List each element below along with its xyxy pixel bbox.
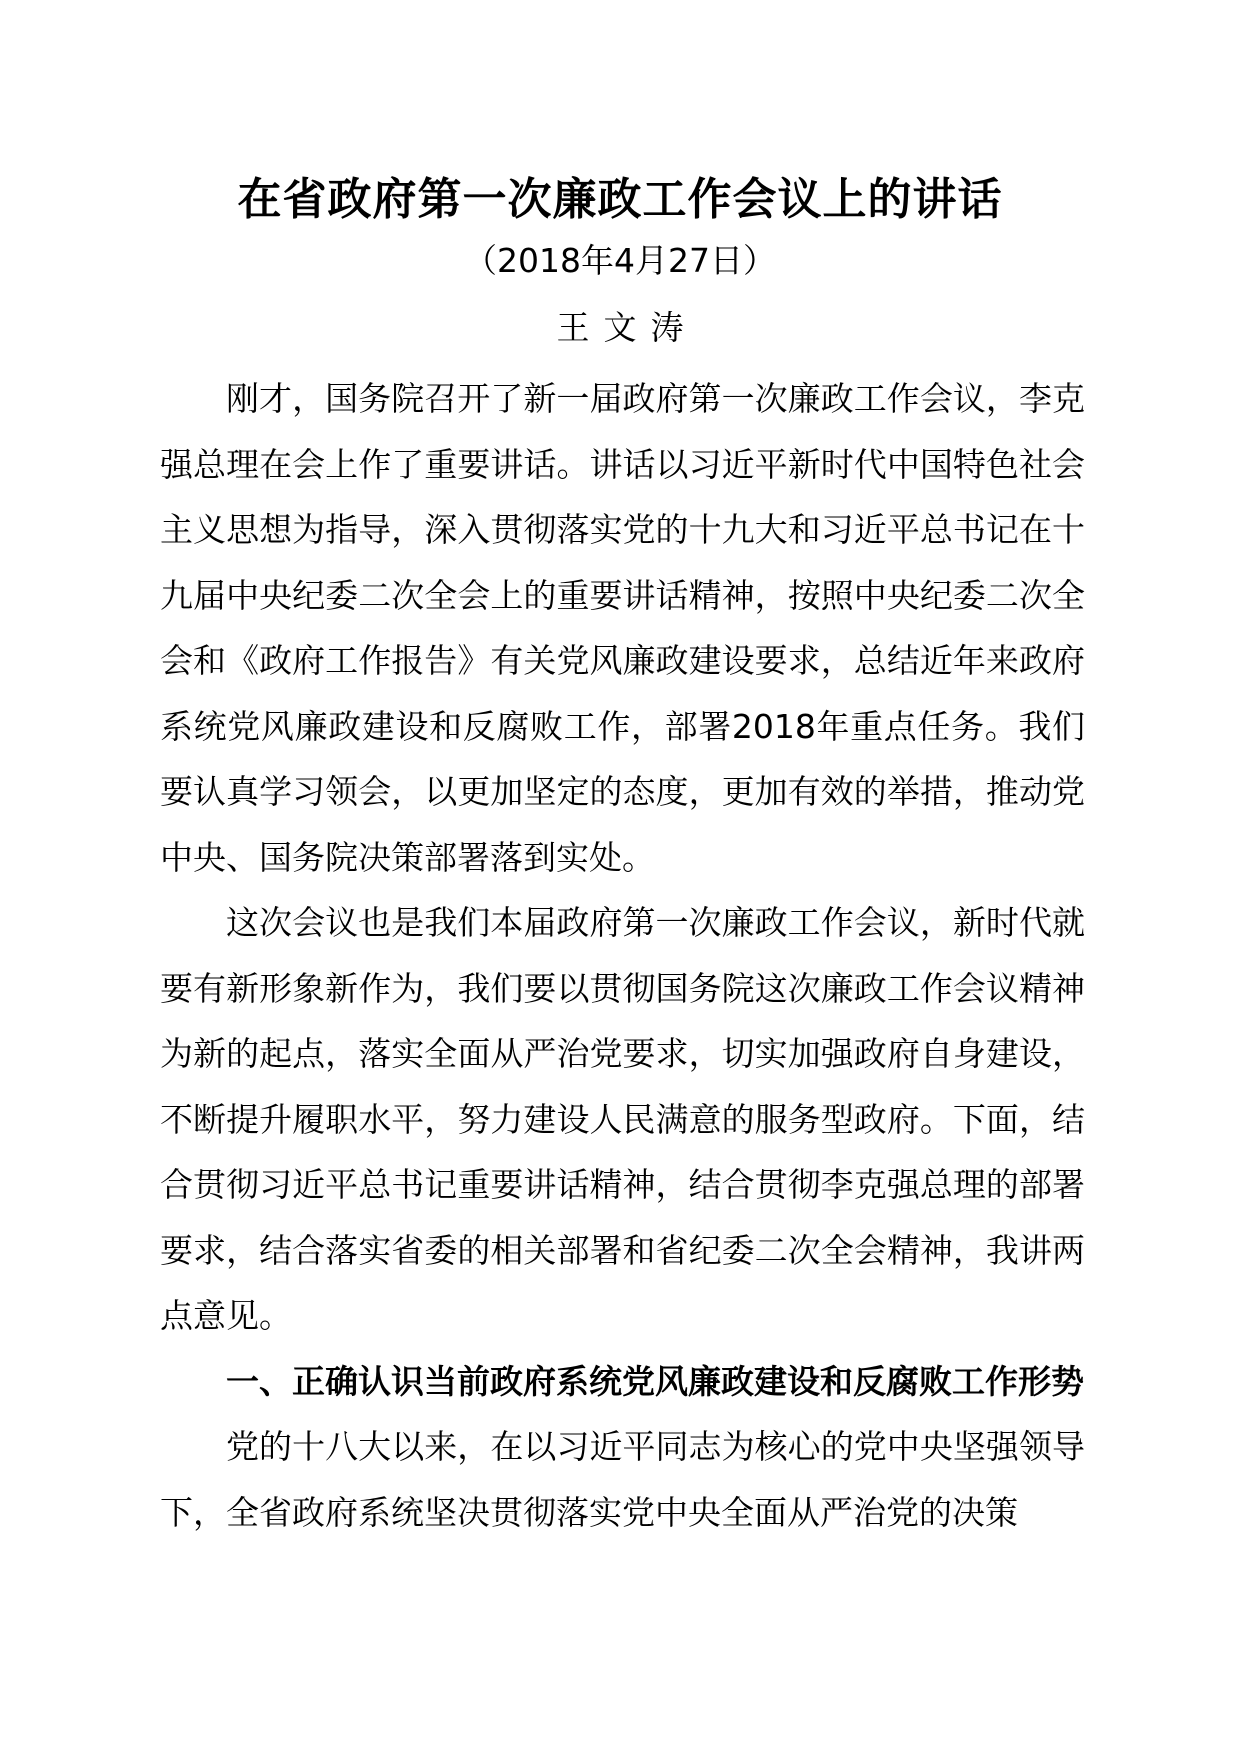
speaker-name: 王文涛 bbox=[556, 308, 698, 347]
document-title: 在省政府第一次廉政工作会议上的讲话 bbox=[237, 174, 1003, 225]
section-paragraph: 党的十八大以来，在以习近平同志为核心的党中央坚强领导下，全省政府系统坚决贯彻落实党中央全面从严治党的决策 bbox=[160, 1427, 1085, 1532]
section-heading: 一、正确认识当前政府系统党风廉政建设和反腐败工作形势 bbox=[226, 1361, 1084, 1401]
body-paragraph: 刚才，国务院召开了新一届政府第一次廉政工作会议，李克强总理在会上作了重要讲话。讲话以习近平新时代中国特色社会主义思想为指导，深入贯彻落实党的十九大和习近平总书记在十九届中央纪委二次全会上的重要讲话精神，按照中央纪委二次全会和《政府工作报告》有关党风廉政建设要求，总结近年来政府系统党风廉政建设和反腐败工作，部署2018年重点任务。我们要认真学习领会，以更加坚定的态度，更加有效的举措，推动党中央、国务院决策部署落到实处。 bbox=[160, 379, 1085, 877]
document-body bbox=[160, 366, 1085, 1545]
speech-date: （2018年4月27日） bbox=[464, 241, 776, 280]
body-paragraph: 这次会议也是我们本届政府第一次廉政工作会议，新时代就要有新形象新作为，我们要以贯彻国务院这次廉政工作会议精神为新的起点，落实全面从严治党要求，切实加强政府自身建设，不断提升履职水平，努力建设人民满意的服务型政府。下面，结合贯彻习近平总书记重要讲话精神，结合贯彻李克强总理的部署要求，结合落实省委的相关部署和省纪委二次全会精神，我讲两点意见。 bbox=[160, 903, 1085, 1335]
